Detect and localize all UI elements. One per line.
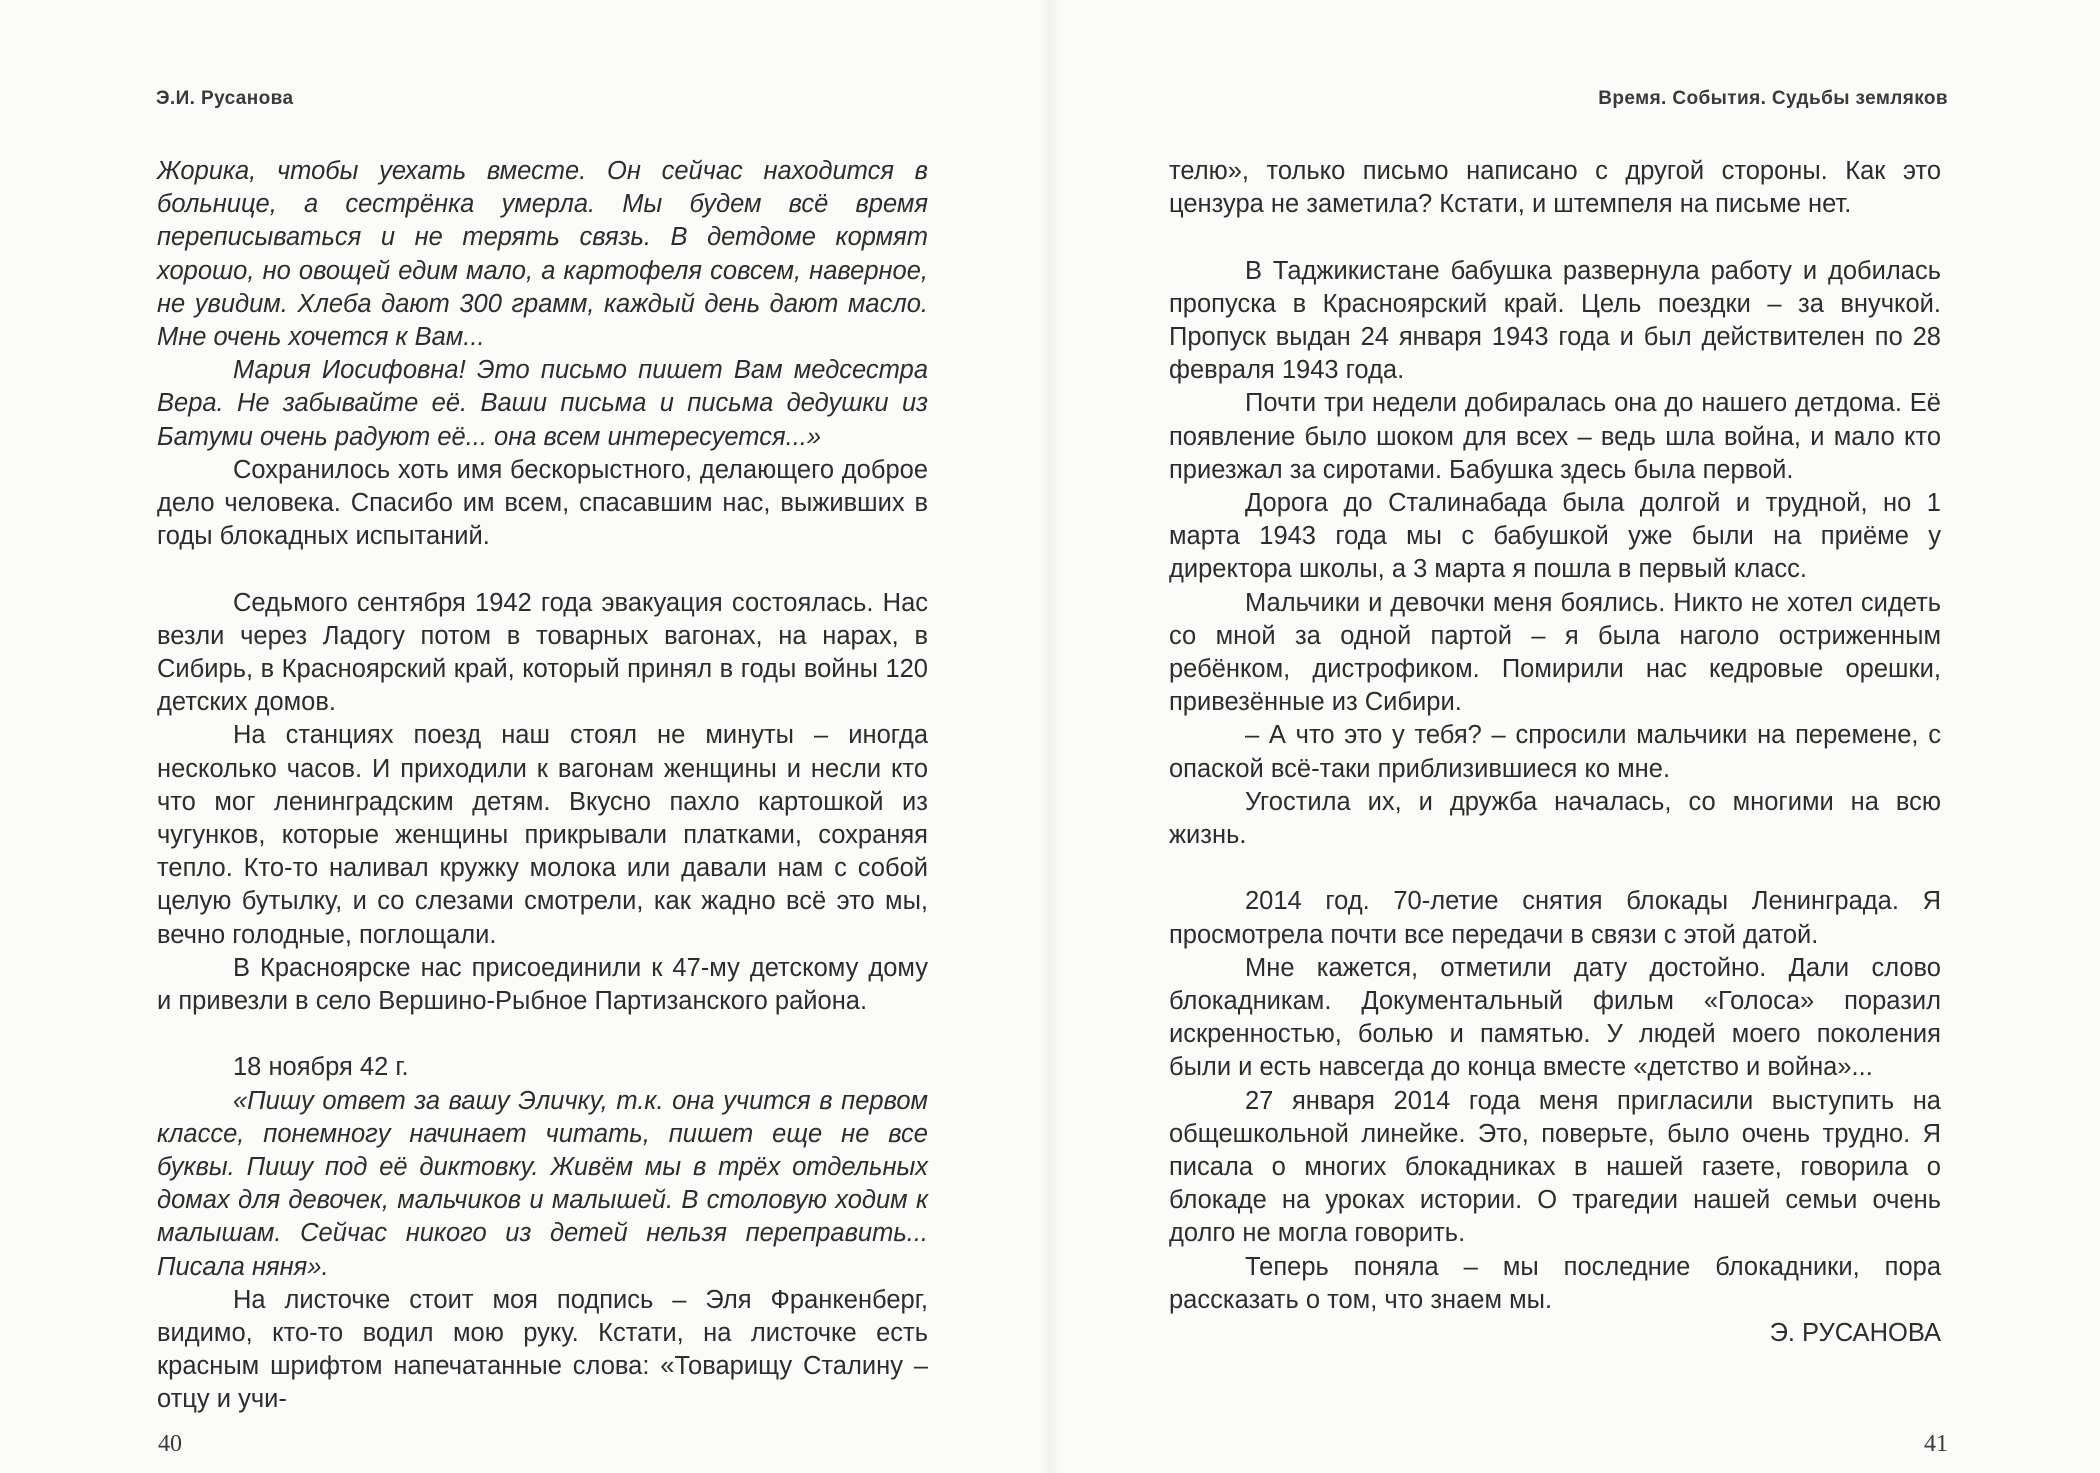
paragraph: Сохранилось хоть имя бескорыстного, делающего доброе дело человека. Спасибо им всем, спасавшим нас, выживших в годы блокадных испытаний. xyxy=(157,455,928,551)
running-head-author: Э.И. Русанова xyxy=(156,88,294,109)
paragraph: Жорика, чтобы уехать вместе. Он сейчас находится в больнице, а сестрёнка умерла. Мы будем всё время переписываться и не терять связь. В детдоме кормят хорошо, но овощей едим мало, а картофеля совсем, наверное, не увидим. Хлеба дают 300 грамм, каждый день дают масло. Мне очень хочется к Вам... xyxy=(157,157,928,352)
right-page xyxy=(1050,0,2100,1473)
page-number: 40 xyxy=(158,1431,182,1457)
paragraph: Дорога до Сталинабада была долгой и трудной, но 1 марта 1943 года мы с бабушкой уже были на приёме у директора школы, а 3 марта я пошла в первый класс. xyxy=(1169,489,1941,584)
paragraph: «Пишу ответ за вашу Эличку, т.к. она учится в первом классе, понемногу начинает читать, пишет еще не все буквы. Пишу под её диктовку. Живём мы в трёх отдельных домах для девочек, мальчиков и малышей. В столовую ходим к малышам. Сейчас никого из детей нельзя переправить... Писала няня». xyxy=(157,1086,928,1281)
paragraph: Седьмого сентября 1942 года эвакуация состоялась. Нас везли через Ладогу потом в товарных вагонах, на нарах, в Сибирь, в Красноярский край, который принял в годы войны 120 детских домов. xyxy=(157,588,928,717)
paragraph: телю», только письмо написано с другой стороны. Как это цензура не заметила? Кстати, и штемпеля на письме нет. xyxy=(1169,157,1941,219)
paragraph: Мальчики и девочки меня боялись. Никто не хотел сидеть со мной за одной партой – я была наголо остриженным ребёнком, дистрофиком. Помирили нас кедровые орешки, привезённые из Сибири. xyxy=(1169,588,1941,717)
paragraph: – А что это у тебя? – спросили мальчики на перемене, с опаской всё-таки приблизившиеся ко мне. xyxy=(1169,721,1941,783)
paragraph: 27 января 2014 года меня пригласили выступить на общешкольной линейке. Это, поверьте, было очень трудно. Я писала о многих блокадниках в нашей газете, говорила о блокаде на уроках истории. О трагедии нашей семьи очень долго не могла говорить. xyxy=(1169,1086,1941,1248)
paragraph: Угостила их, и дружба началась, со многими на всю жизнь. xyxy=(1169,787,1941,850)
left-page-body xyxy=(157,155,928,1417)
paragraph: Мне кажется, отметили дату достойно. Дали слово блокадникам. Документальный фильм «Голоса» поразил искренностью, болью и памятью. У людей моего поколения были и есть навсегда до конца вместе «детство и война»... xyxy=(1169,953,1941,1082)
paragraph: В Таджикистане бабушка развернула работу и добилась пропуска в Красноярский край. Цель поездки – за внучкой. Пропуск выдан 24 января 1943 года и был действителен по 28 февраля 1943 года. xyxy=(1169,256,1941,385)
paragraph: Почти три недели добиралась она до нашего детдома. Её появление было шоком для всех – ведь шла война, и мало кто приезжал за сиротами. Бабушка здесь была первой. xyxy=(1169,389,1941,484)
running-head-section: Время. События. Судьбы земляков xyxy=(1598,88,1948,109)
letter-date: 18 ноября 42 г. xyxy=(233,1053,409,1082)
author-signature: Э. РУСАНОВА xyxy=(1769,1319,1941,1348)
page-number: 41 xyxy=(1924,1431,1948,1457)
paragraph: На станциях поезд наш стоял не минуты – иногда несколько часов. И приходили к вагонам женщины и несли кто что мог ленинградским детям. Вкусно пахло картошкой из чугунков, которые женщины прикрывали платками, сохраняя тепло. Кто-то наливал кружку молока или давали нам с собой целую бутылку, и со слезами смотрели, как жадно всё это мы, вечно голодные, поглощали. xyxy=(157,721,928,949)
right-page-body xyxy=(1169,155,1941,1350)
paragraph: На листочке стоит моя подпись – Эля Франкенберг, видимо, кто-то водил мою руку. Кстати, на листочке есть красным шрифтом напечатанные слова: «Товарищу Сталину – отцу и учи- xyxy=(157,1285,928,1414)
paragraph: В Красноярске нас присоединили к 47-му детскому дому и привезли в село Вершино-Рыбное Партизанского района. xyxy=(157,953,928,1016)
paragraph: Теперь поняла – мы последние блокадники, пора рассказать о том, что знаем мы. xyxy=(1169,1252,1941,1314)
paragraph: Мария Иосифовна! Это письмо пишет Вам медсестра Вера. Не забывайте её. Ваши письма и письма дедушки из Батуми очень радуют её... она всем интересуется...» xyxy=(157,356,928,451)
paragraph: 2014 год. 70-летие снятия блокады Ленинграда. Я просмотрела почти все передачи в связи с этой датой. xyxy=(1169,887,1941,949)
